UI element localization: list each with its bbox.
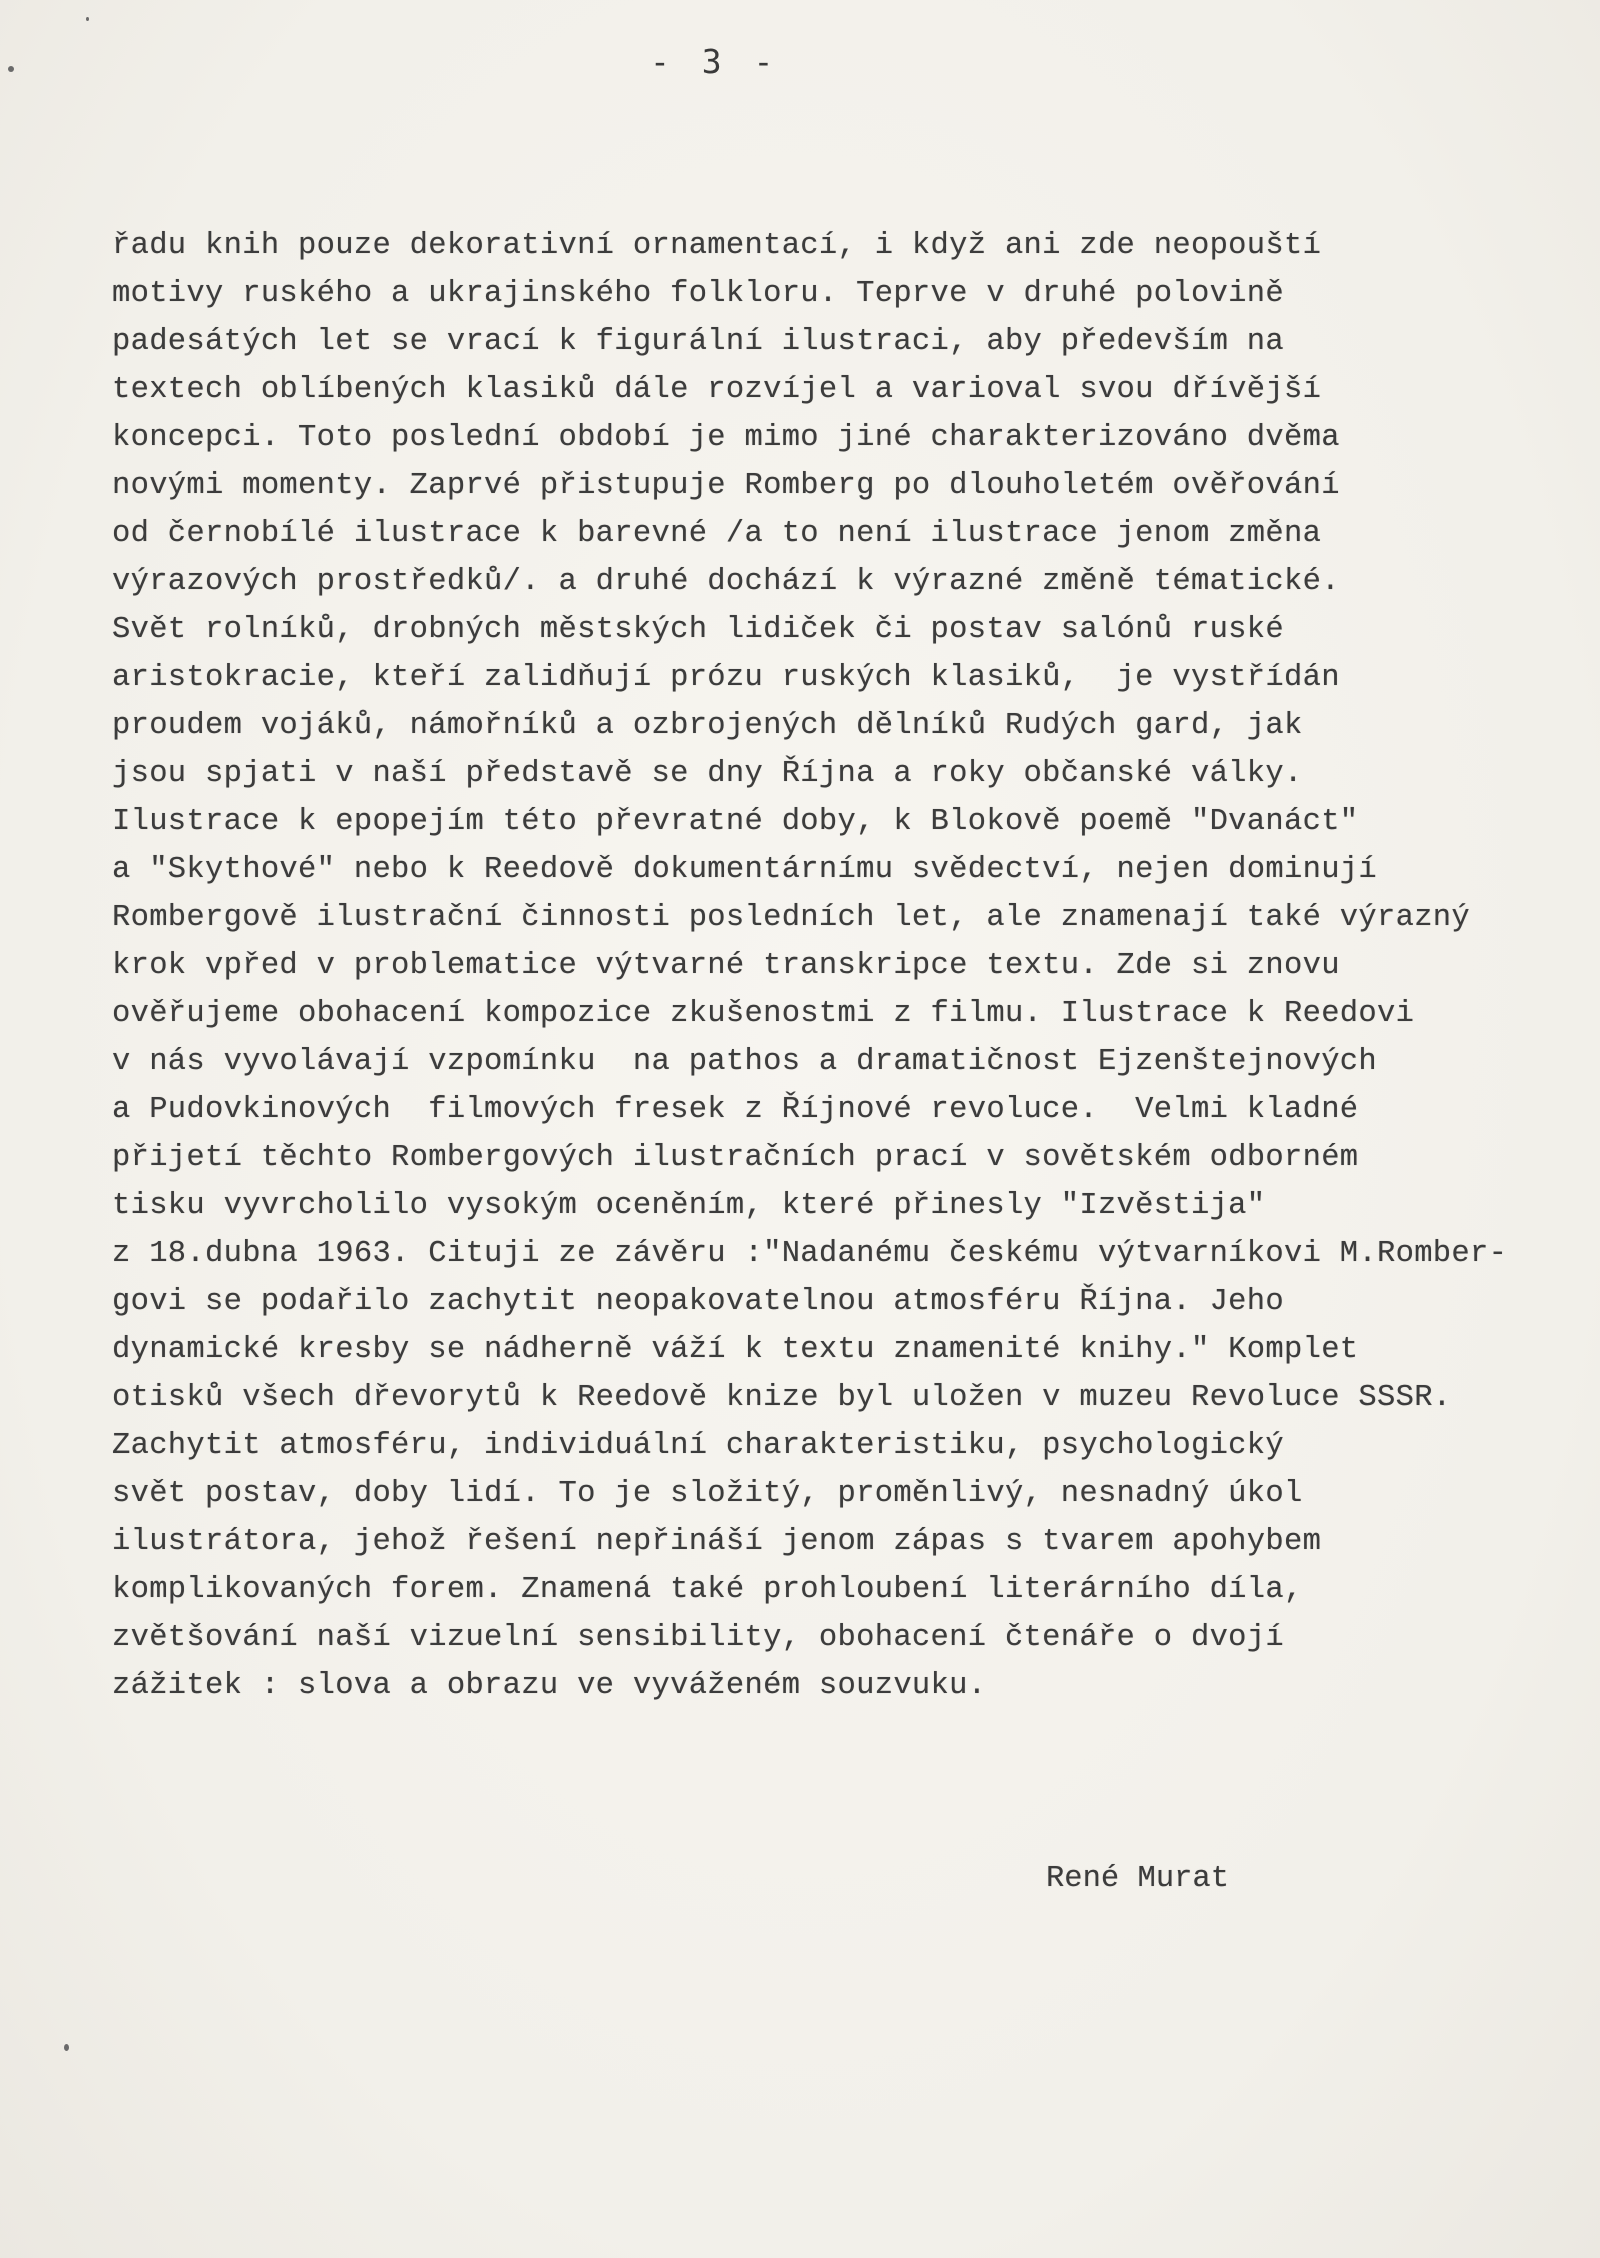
text-line: ověřujeme obohacení kompozice zkušenostmi z filmu. Ilustrace k Reedovi <box>112 997 1415 1031</box>
text-line: krok vpřed v problematice výtvarné transkripce textu. Zde si znovu <box>112 949 1340 983</box>
text-line: a Pudovkinových filmových fresek z Říjnové revoluce. Velmi kladné <box>112 1093 1359 1127</box>
text-line: z 18.dubna 1963. Cituji ze závěru :"Nadanému českému výtvarníkovi M.Romber- <box>112 1237 1508 1271</box>
text-line: padesátých let se vrací k figurální ilustraci, aby především na <box>112 325 1284 359</box>
text-line: otisků všech dřevorytů k Reedově knize byl uložen v muzeu Revoluce SSSR. <box>112 1381 1452 1415</box>
text-line: textech oblíbených klasiků dále rozvíjel a varioval svou dřívější <box>112 373 1322 407</box>
text-line: Svět rolníků, drobných městských lidiček či postav salónů ruské <box>112 613 1284 647</box>
text-line: dynamické kresby se nádherně váží k textu znamenité knihy." Komplet <box>112 1333 1359 1367</box>
text-line: a "Skythové" nebo k Reedově dokumentárnímu svědectví, nejen dominují <box>112 853 1378 887</box>
text-line: od černobílé ilustrace k barevné /a to není ilustrace jenom změna <box>112 517 1322 551</box>
text-line: Zachytit atmosféru, individuální charakteristiku, psychologický <box>112 1429 1284 1463</box>
text-line: motivy ruského a ukrajinského folkloru. Teprve v druhé polovině <box>112 277 1284 311</box>
text-line: jsou spjati v naší představě se dny Října a roky občanské války. <box>112 757 1303 791</box>
text-line: novými momenty. Zaprvé přistupuje Romberg po dlouholetém ověřování <box>112 469 1340 503</box>
text-line: proudem vojáků, námořníků a ozbrojených dělníků Rudých gard, jak <box>112 709 1303 743</box>
text-line: koncepci. Toto poslední období je mimo jiné charakterizováno dvěma <box>112 421 1340 455</box>
text-line: komplikovaných forem. Znamená také prohloubení literárního díla, <box>112 1573 1303 1607</box>
body-text <box>112 222 1572 1710</box>
text-line: zážitek : slova a obrazu ve vyváženém souzvuku. <box>112 1669 987 1703</box>
text-line: aristokracie, kteří zalidňují prózu ruských klasiků, je vystřídán <box>112 661 1340 695</box>
page-number: - 3 - <box>650 42 780 81</box>
text-line: govi se podařilo zachytit neopakovatelnou atmosféru Října. Jeho <box>112 1285 1284 1319</box>
text-line: řadu knih pouze dekorativní ornamentací, i když ani zde neopouští <box>112 229 1322 263</box>
author-signature: René Murat <box>1046 1862 1230 1896</box>
text-line: výrazových prostředků/. a druhé dochází k výrazné změně tématické. <box>112 565 1340 599</box>
paper-speck-top-left <box>8 66 14 72</box>
paper-speck-mid-left <box>64 2044 69 2051</box>
text-line: tisku vyvrcholilo vysokým oceněním, které přinesly "Izvěstija" <box>112 1189 1266 1223</box>
text-line: ilustrátora, jehož řešení nepřináší jenom zápas s tvarem apohybem <box>112 1525 1322 1559</box>
text-line: v nás vyvolávají vzpomínku na pathos a dramatičnost Ejzenštejnových <box>112 1045 1378 1079</box>
text-line: svět postav, doby lidí. To je složitý, proměnlivý, nesnadný úkol <box>112 1477 1303 1511</box>
text-line: přijetí těchto Rombergových ilustračních prací v sovětském odborném <box>112 1141 1359 1175</box>
paper-speck-top-edge <box>86 17 89 21</box>
text-line: Ilustrace k epopejím této převratné doby, k Blokově poemě "Dvanáct" <box>112 805 1359 839</box>
text-line: zvětšování naší vizuelní sensibility, obohacení čtenáře o dvojí <box>112 1621 1284 1655</box>
text-line: Rombergově ilustrační činnosti posledních let, ale znamenají také výrazný <box>112 901 1471 935</box>
